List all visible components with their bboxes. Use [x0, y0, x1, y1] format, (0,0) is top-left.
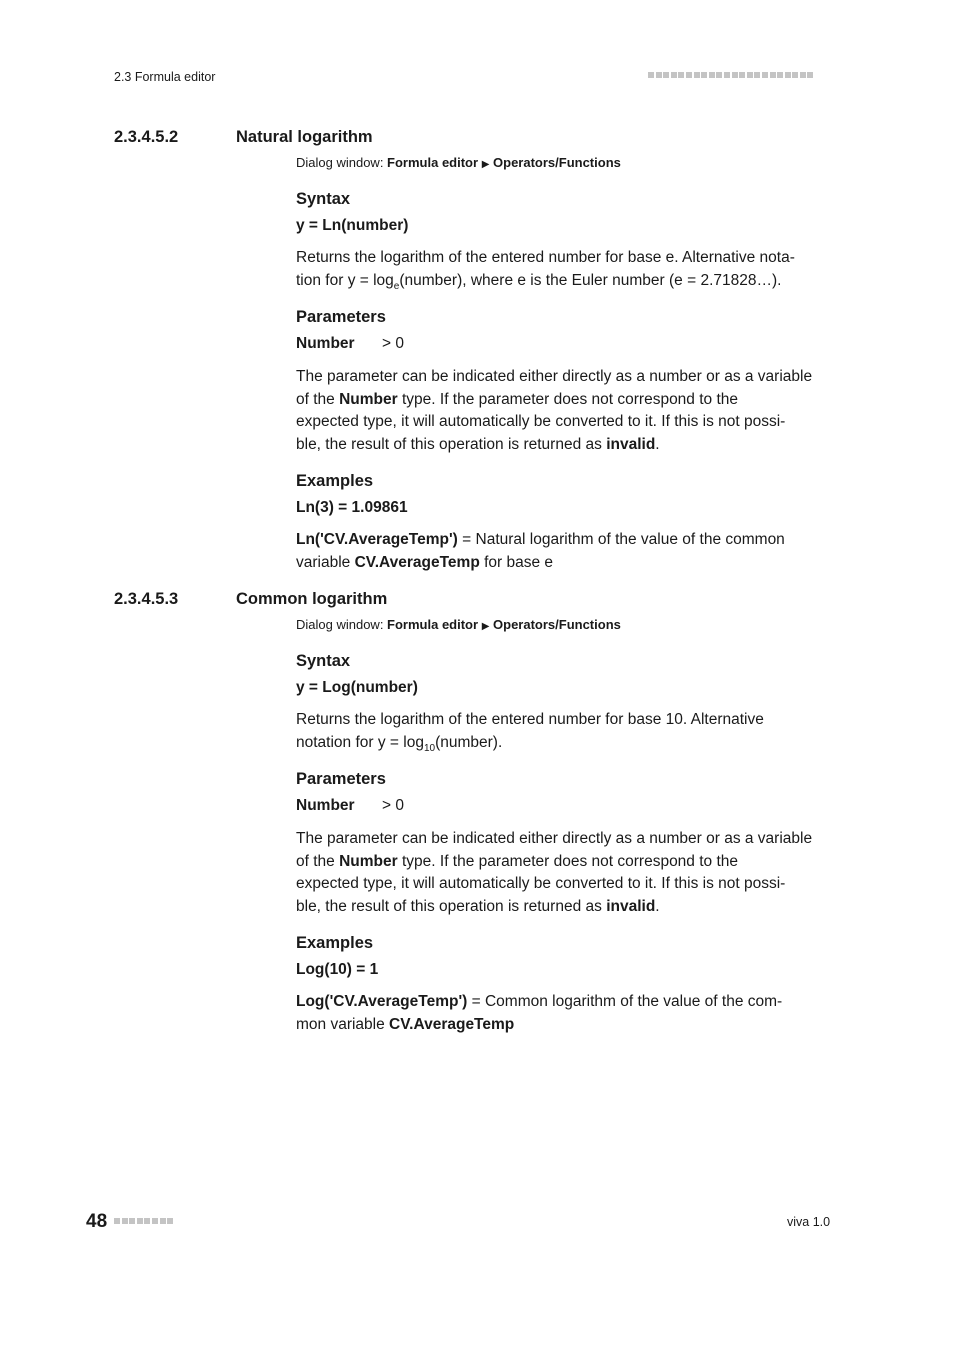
section-number: 2.3.4.5.3: [114, 590, 179, 608]
dialog-path: [296, 617, 621, 632]
example-1: Log(10) = 1: [296, 961, 379, 978]
example-variable: CV.AverageTemp: [389, 1015, 515, 1033]
dialog-path-2: Operators/Functions: [493, 155, 621, 170]
parameter-row: [296, 795, 836, 818]
syntax-expression: y = Ln(number): [296, 217, 409, 234]
dialog-path-1: Formula editor: [387, 155, 479, 170]
description-line: Returns the logarithm of the entered number for base e. Alternative nota-: [296, 249, 795, 266]
dialog-path: [296, 155, 621, 170]
parameters-heading: Parameters: [296, 308, 386, 326]
parameter-name: Number: [296, 335, 355, 352]
syntax-heading: Syntax: [296, 190, 351, 208]
running-header-section: 2.3 Formula editor: [114, 70, 216, 84]
examples-heading: Examples: [296, 934, 374, 952]
log-base-subscript: 10: [423, 742, 436, 754]
description-line: Returns the logarithm of the entered number for base 10. Alternative: [296, 711, 764, 728]
parameter-row: [296, 333, 836, 356]
description-line: notation for $y = \log_{10}(number)$.: [296, 733, 503, 754]
examples-heading: Examples: [296, 472, 374, 490]
log-base-subscript: e: [393, 280, 400, 292]
dialog-path-1: Formula editor: [387, 617, 479, 632]
parameter-range: > 0: [382, 335, 404, 352]
arrow-right-icon: ▶: [481, 621, 490, 632]
section-number: 2.3.4.5.2: [114, 128, 179, 146]
example-code: Ln('CV.AverageTemp'): [296, 531, 458, 548]
dialog-prefix: Dialog window:: [296, 155, 388, 170]
footer-decorative-dots: [114, 1218, 173, 1224]
example-code: Log('CV.AverageTemp'): [296, 993, 468, 1010]
description: [296, 709, 836, 754]
section-title: Natural logarithm: [236, 128, 373, 146]
parameters-heading: Parameters: [296, 770, 386, 788]
parameter-description: The parameter can be indicated either directly as a number or as a variable of the Number type. If the parameter does not correspond to the expected type, it will automatically be converted to it. If this is not possi- ble, the result of this operation is returned as invalid.: [296, 368, 813, 453]
description-line: tion for $y = \log_e(number)$, where e is the Euler number (e = 2.71828…).: [296, 271, 782, 292]
dialog-path-2: Operators/Functions: [493, 617, 621, 632]
parameter-range: > 0: [382, 797, 404, 814]
syntax-expression: y = Log(number): [296, 679, 418, 696]
description: [296, 247, 836, 292]
arrow-right-icon: ▶: [481, 159, 490, 170]
page-number: 48: [86, 1211, 108, 1232]
section-title: Common logarithm: [236, 590, 388, 608]
example-2: Ln('CV.AverageTemp') = Natural logarithm of the value of the common variable CV.AverageTemp for base e: [296, 531, 785, 571]
example-2: Log('CV.AverageTemp') = Common logarithm of the value of the com- mon variable CV.AverageTemp: [296, 993, 783, 1033]
syntax-heading: Syntax: [296, 652, 351, 670]
example-variable: CV.AverageTemp: [354, 553, 480, 571]
header-decorative-dots: [648, 72, 813, 78]
example-1: Ln(3) = 1.09861: [296, 499, 408, 516]
footer-product: viva 1.0: [787, 1215, 831, 1229]
parameter-name: Number: [296, 797, 355, 814]
parameter-description: The parameter can be indicated either directly as a number or as a variable of the Number type. If the parameter does not correspond to the expected type, it will automatically be converted to it. If this is not possi- ble, the result of this operation is returned as invalid.: [296, 830, 813, 915]
dialog-prefix: Dialog window:: [296, 617, 388, 632]
